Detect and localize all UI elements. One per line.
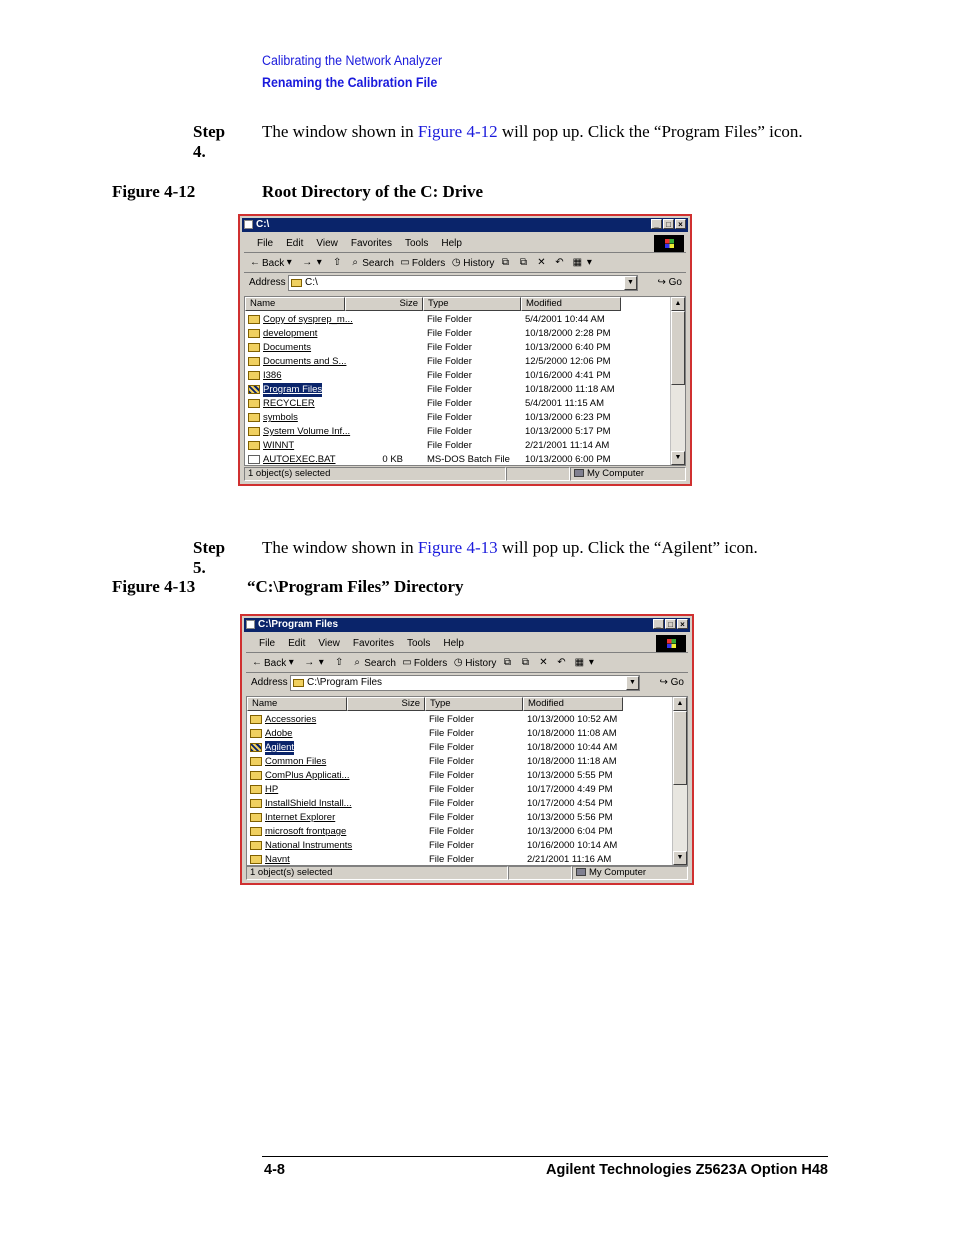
menu-help[interactable]: Help xyxy=(443,638,464,649)
file-modified: 10/13/2000 10:52 AM xyxy=(527,714,618,725)
scroll-up-button[interactable]: ▲ xyxy=(671,297,685,311)
folder-icon xyxy=(248,427,260,436)
address-label: Address xyxy=(249,277,286,288)
footer-rule xyxy=(262,1156,828,1157)
file-row[interactable] xyxy=(247,825,673,839)
file-modified: 10/13/2000 6:23 PM xyxy=(525,412,611,423)
menu-bar xyxy=(246,635,688,653)
file-name: WINNT xyxy=(263,440,295,451)
file-modified: 10/17/2000 4:49 PM xyxy=(527,784,613,795)
file-name: Adobe xyxy=(265,728,293,739)
maximize-button[interactable]: □ xyxy=(663,219,674,229)
delete-icon: ✕ xyxy=(539,657,548,668)
go-button[interactable]: ↪ Go xyxy=(659,677,684,688)
file-name: System Volume Inf... xyxy=(263,426,351,437)
go-arrow-icon: ↪ xyxy=(657,277,666,288)
file-row[interactable] xyxy=(247,853,673,866)
figure-4-12-link[interactable]: Figure 4-12 xyxy=(417,122,498,141)
file-type: File Folder xyxy=(427,370,472,381)
chevron-down-icon: ▾ xyxy=(286,257,292,268)
file-modified: 2/21/2001 11:14 AM xyxy=(525,440,610,451)
step-4-text: The window shown in Figure 4-12 will pop up. Click the “Program Files” icon. xyxy=(262,122,803,141)
file-list xyxy=(246,696,688,866)
folder-icon xyxy=(250,771,262,780)
file-name: Documents xyxy=(263,342,312,353)
minimize-button[interactable]: _ xyxy=(651,219,662,229)
file-type: File Folder xyxy=(427,384,472,395)
forward-button[interactable] xyxy=(304,658,328,668)
address-bar xyxy=(246,674,688,693)
menu-file[interactable]: File xyxy=(259,638,276,649)
folder-icon xyxy=(250,799,262,808)
history-button[interactable]: ◷ History xyxy=(451,257,495,269)
folder-window-icon xyxy=(244,220,253,229)
explorer-window-program-files xyxy=(240,614,694,885)
close-button[interactable]: × xyxy=(677,619,688,629)
minimize-button[interactable]: _ xyxy=(653,619,664,629)
folder-icon xyxy=(248,385,260,394)
delete-button[interactable] xyxy=(538,658,550,668)
status-selection: 1 object(s) selected xyxy=(244,467,506,481)
folder-icon xyxy=(248,413,260,422)
file-modified: 2/21/2001 11:16 AM xyxy=(527,854,612,865)
figure-4-13-number: Figure 4-13 xyxy=(112,577,196,596)
scroll-up-button[interactable]: ▲ xyxy=(673,697,687,711)
folder-icon xyxy=(250,743,262,752)
section-header: Renaming the Calibration File xyxy=(262,75,438,90)
forward-arrow-icon: → xyxy=(304,657,315,668)
search-icon: ⌕ xyxy=(352,257,359,268)
file-row[interactable] xyxy=(245,327,671,341)
computer-icon xyxy=(574,469,584,477)
file-name: microsoft frontpage xyxy=(265,826,347,837)
file-modified: 10/18/2000 11:18 AM xyxy=(525,384,615,395)
file-type: File Folder xyxy=(429,756,474,767)
status-zone: My Computer xyxy=(570,467,686,481)
drive-icon xyxy=(291,279,302,287)
file-type: File Folder xyxy=(427,398,472,409)
file-row[interactable] xyxy=(247,741,673,755)
file-modified: 10/16/2000 10:14 AM xyxy=(527,840,618,851)
batch-file-icon xyxy=(248,455,260,464)
up-button[interactable] xyxy=(334,658,346,668)
folders-icon: ▭ xyxy=(402,657,412,668)
computer-icon xyxy=(576,868,586,876)
file-row[interactable] xyxy=(245,383,671,397)
history-icon: ◷ xyxy=(451,257,461,268)
views-button[interactable] xyxy=(574,658,598,668)
file-type: File Folder xyxy=(427,314,472,325)
file-type: File Folder xyxy=(427,356,472,367)
folder-icon xyxy=(250,841,262,850)
move-to-button[interactable] xyxy=(500,258,512,268)
file-type: File Folder xyxy=(429,826,474,837)
column-headers xyxy=(245,297,671,311)
folder-icon xyxy=(250,785,262,794)
figure-4-12-number: Figure 4-12 xyxy=(112,182,196,201)
status-bar xyxy=(246,866,688,880)
file-type: File Folder xyxy=(429,798,474,809)
copy-to-icon: ⧉ xyxy=(521,657,529,668)
file-modified: 12/5/2000 12:06 PM xyxy=(525,356,611,367)
chevron-down-icon: ▾ xyxy=(586,257,592,268)
undo-icon: ↶ xyxy=(555,257,564,268)
windows-logo-icon xyxy=(656,635,686,652)
chevron-down-icon: ▾ xyxy=(288,657,294,668)
file-row[interactable] xyxy=(245,369,671,383)
folders-button[interactable]: ▭ Folders xyxy=(400,257,446,269)
file-type: File Folder xyxy=(427,426,472,437)
file-type: File Folder xyxy=(429,840,474,851)
title-bar[interactable]: C:\Program Files _ □ × xyxy=(244,618,690,632)
file-modified: 10/13/2000 6:04 PM xyxy=(527,826,613,837)
folder-icon xyxy=(250,715,262,724)
file-rows xyxy=(247,713,673,866)
file-type: File Folder xyxy=(429,728,474,739)
folder-icon xyxy=(250,813,262,822)
vertical-scrollbar[interactable] xyxy=(670,297,685,465)
file-type: File Folder xyxy=(429,854,474,865)
views-button[interactable] xyxy=(572,258,596,268)
folder-icon xyxy=(248,357,260,366)
go-arrow-icon: ↪ xyxy=(659,677,668,688)
menu-edit[interactable]: Edit xyxy=(288,638,306,649)
copy-to-icon: ⧉ xyxy=(519,257,527,268)
status-empty xyxy=(508,866,572,880)
scroll-thumb[interactable] xyxy=(671,311,685,385)
search-button[interactable]: ⌕ Search xyxy=(352,658,396,669)
copy-to-button[interactable] xyxy=(518,258,530,268)
folder-icon xyxy=(248,315,260,324)
menu-bar xyxy=(244,235,686,253)
file-name: Documents and S... xyxy=(263,356,347,367)
file-modified: 5/4/2001 11:15 AM xyxy=(525,398,605,409)
file-type: File Folder xyxy=(427,342,472,353)
file-name: I386 xyxy=(263,370,282,381)
folder-icon xyxy=(248,441,260,450)
column-size[interactable]: Size xyxy=(347,697,425,711)
menu-favorites[interactable]: Favorites xyxy=(350,238,392,249)
column-type[interactable]: Type xyxy=(423,297,521,311)
status-zone: My Computer xyxy=(572,866,688,880)
folder-icon xyxy=(248,343,260,352)
address-label: Address xyxy=(251,677,288,688)
move-to-button[interactable] xyxy=(502,658,514,668)
views-icon: ▦ xyxy=(572,257,583,268)
move-to-icon: ⧉ xyxy=(503,657,511,668)
menu-edit[interactable]: Edit xyxy=(286,238,304,249)
up-folder-icon: ⇧ xyxy=(333,257,342,268)
file-modified: 10/18/2000 11:08 AM xyxy=(527,728,617,739)
file-type: File Folder xyxy=(427,328,472,339)
menu-tools[interactable]: Tools xyxy=(404,238,429,249)
up-button[interactable] xyxy=(332,258,344,268)
column-modified[interactable]: Modified xyxy=(523,697,623,711)
file-row[interactable] xyxy=(247,797,673,811)
file-name: Common Files xyxy=(265,756,327,767)
file-row[interactable] xyxy=(247,769,673,783)
figure-4-13-title: “C:\Program Files” Directory xyxy=(247,577,464,596)
file-row[interactable] xyxy=(245,411,671,425)
history-button[interactable]: ◷ History xyxy=(453,657,497,669)
forward-button[interactable] xyxy=(302,258,326,268)
file-name: Navnt xyxy=(265,854,290,865)
status-empty xyxy=(506,467,570,481)
column-name[interactable]: Name xyxy=(245,297,345,311)
chapter-header: Calibrating the Network Analyzer xyxy=(262,53,443,68)
undo-button[interactable] xyxy=(556,658,568,668)
file-row[interactable] xyxy=(247,811,673,825)
column-modified[interactable]: Modified xyxy=(521,297,621,311)
move-to-icon: ⧉ xyxy=(501,257,509,268)
file-type: File Folder xyxy=(429,784,474,795)
column-type[interactable]: Type xyxy=(425,697,523,711)
column-headers xyxy=(247,697,673,711)
file-type: File Folder xyxy=(429,742,474,753)
file-row[interactable] xyxy=(245,425,671,439)
folder-window-icon xyxy=(246,620,255,629)
back-arrow-icon: ← xyxy=(252,657,262,668)
figure-4-12-title: Root Directory of the C: Drive xyxy=(262,182,484,201)
file-name: HP xyxy=(265,784,279,795)
folders-icon: ▭ xyxy=(400,257,410,268)
address-dropdown-button[interactable]: ▼ xyxy=(626,676,639,690)
forward-arrow-icon: → xyxy=(302,257,313,268)
folder-icon xyxy=(248,399,260,408)
address-dropdown-button[interactable]: ▼ xyxy=(624,276,637,290)
chevron-down-icon: ▾ xyxy=(316,257,322,268)
file-row[interactable] xyxy=(247,783,673,797)
file-modified: 10/13/2000 6:40 PM xyxy=(525,342,611,353)
history-icon: ◷ xyxy=(453,657,463,668)
scroll-down-button[interactable]: ▼ xyxy=(671,451,685,465)
file-modified: 10/18/2000 2:28 PM xyxy=(525,328,611,339)
file-name: Agilent xyxy=(265,742,295,753)
toolbar xyxy=(244,254,686,273)
file-modified: 5/4/2001 10:44 AM xyxy=(525,314,605,325)
column-name[interactable]: Name xyxy=(247,697,347,711)
file-row[interactable] xyxy=(247,713,673,727)
undo-button[interactable] xyxy=(554,258,566,268)
file-rows xyxy=(245,313,671,466)
folder-icon xyxy=(250,855,262,864)
step-5-text: The window shown in Figure 4-13 will pop up. Click the “Agilent” icon. xyxy=(262,538,758,557)
file-row[interactable] xyxy=(247,727,673,741)
address-field[interactable]: C:\ ▼ xyxy=(288,275,638,291)
file-modified: 10/17/2000 4:54 PM xyxy=(527,798,613,809)
file-type: File Folder xyxy=(429,812,474,823)
up-folder-icon: ⇧ xyxy=(335,657,344,668)
file-row[interactable] xyxy=(245,453,671,466)
file-type: File Folder xyxy=(429,770,474,781)
folder-icon xyxy=(248,371,260,380)
file-name: Copy of sysprep_m... xyxy=(263,314,353,325)
vertical-scrollbar[interactable] xyxy=(672,697,687,865)
column-size[interactable]: Size xyxy=(345,297,423,311)
address-bar xyxy=(244,274,686,293)
file-row[interactable] xyxy=(245,313,671,327)
scroll-thumb[interactable] xyxy=(673,711,687,785)
file-type: File Folder xyxy=(427,440,472,451)
file-row[interactable] xyxy=(245,439,671,453)
explorer-window-root xyxy=(238,214,692,486)
file-name: ComPlus Applicati... xyxy=(265,770,350,781)
folder-icon xyxy=(248,329,260,338)
file-modified: 10/13/2000 5:55 PM xyxy=(527,770,613,781)
file-row[interactable] xyxy=(245,355,671,369)
file-name: development xyxy=(263,328,318,339)
go-button[interactable]: ↪ Go xyxy=(657,277,682,288)
status-bar xyxy=(244,467,686,481)
delete-icon: ✕ xyxy=(537,257,546,268)
back-arrow-icon: ← xyxy=(250,257,260,268)
file-row[interactable] xyxy=(245,397,671,411)
maximize-button[interactable]: □ xyxy=(665,619,676,629)
chevron-down-icon: ▾ xyxy=(318,657,324,668)
back-button[interactable]: ← Back ▾ xyxy=(250,258,296,269)
folder-icon xyxy=(293,679,304,687)
toolbar xyxy=(246,654,688,673)
step-4-label: Step 4. xyxy=(193,122,226,161)
file-modified: 10/13/2000 5:56 PM xyxy=(527,812,613,823)
delete-button[interactable] xyxy=(536,258,548,268)
file-type: MS-DOS Batch File xyxy=(427,454,510,465)
file-type: File Folder xyxy=(429,714,474,725)
folder-icon xyxy=(250,827,262,836)
menu-file[interactable]: File xyxy=(257,238,274,249)
file-name: Program Files xyxy=(263,384,323,395)
windows-logo-icon xyxy=(654,235,684,252)
file-name: RECYCLER xyxy=(263,398,315,409)
search-button[interactable]: ⌕ Search xyxy=(350,258,394,269)
file-modified: 10/18/2000 10:44 AM xyxy=(527,742,618,753)
file-name: Accessories xyxy=(265,714,317,725)
copy-to-button[interactable] xyxy=(520,658,532,668)
menu-view[interactable]: View xyxy=(318,638,340,649)
file-name: InstallShield Install... xyxy=(265,798,352,809)
footer-title: Agilent Technologies Z5623A Option H48 xyxy=(546,1162,828,1178)
file-name: symbols xyxy=(263,412,298,423)
menu-help[interactable]: Help xyxy=(441,238,462,249)
folder-icon xyxy=(250,757,262,766)
file-row[interactable] xyxy=(247,839,673,853)
file-size: 0 KB xyxy=(382,454,403,465)
title-bar[interactable]: C:\ _ □ × xyxy=(242,218,688,232)
close-button[interactable]: × xyxy=(675,219,686,229)
file-name: AUTOEXEC.BAT xyxy=(263,454,336,465)
menu-favorites[interactable]: Favorites xyxy=(352,638,394,649)
status-selection: 1 object(s) selected xyxy=(246,866,508,880)
file-modified: 10/13/2000 6:00 PM xyxy=(525,454,611,465)
menu-view[interactable]: View xyxy=(316,238,338,249)
back-button[interactable]: ← Back ▾ xyxy=(252,658,298,669)
folder-icon xyxy=(250,729,262,738)
file-name: Internet Explorer xyxy=(265,812,336,823)
step-5-label: Step 5. xyxy=(193,538,226,577)
folders-button[interactable]: ▭ Folders xyxy=(402,657,448,669)
file-name: National Instruments xyxy=(265,840,353,851)
undo-icon: ↶ xyxy=(557,657,566,668)
search-icon: ⌕ xyxy=(354,657,361,668)
address-field[interactable]: C:\Program Files ▼ xyxy=(290,675,640,691)
chevron-down-icon: ▾ xyxy=(588,657,594,668)
views-icon: ▦ xyxy=(574,657,585,668)
file-list xyxy=(244,296,686,466)
file-modified: 10/16/2000 4:41 PM xyxy=(525,370,611,381)
file-row[interactable] xyxy=(247,755,673,769)
file-modified: 10/18/2000 11:18 AM xyxy=(527,756,617,767)
file-type: File Folder xyxy=(427,412,472,423)
figure-4-13-link[interactable]: Figure 4-13 xyxy=(417,538,498,557)
page-number: 4-8 xyxy=(264,1162,285,1178)
file-row[interactable] xyxy=(245,341,671,355)
menu-tools[interactable]: Tools xyxy=(406,638,431,649)
scroll-down-button[interactable]: ▼ xyxy=(673,851,687,865)
file-modified: 10/13/2000 5:17 PM xyxy=(525,426,611,437)
